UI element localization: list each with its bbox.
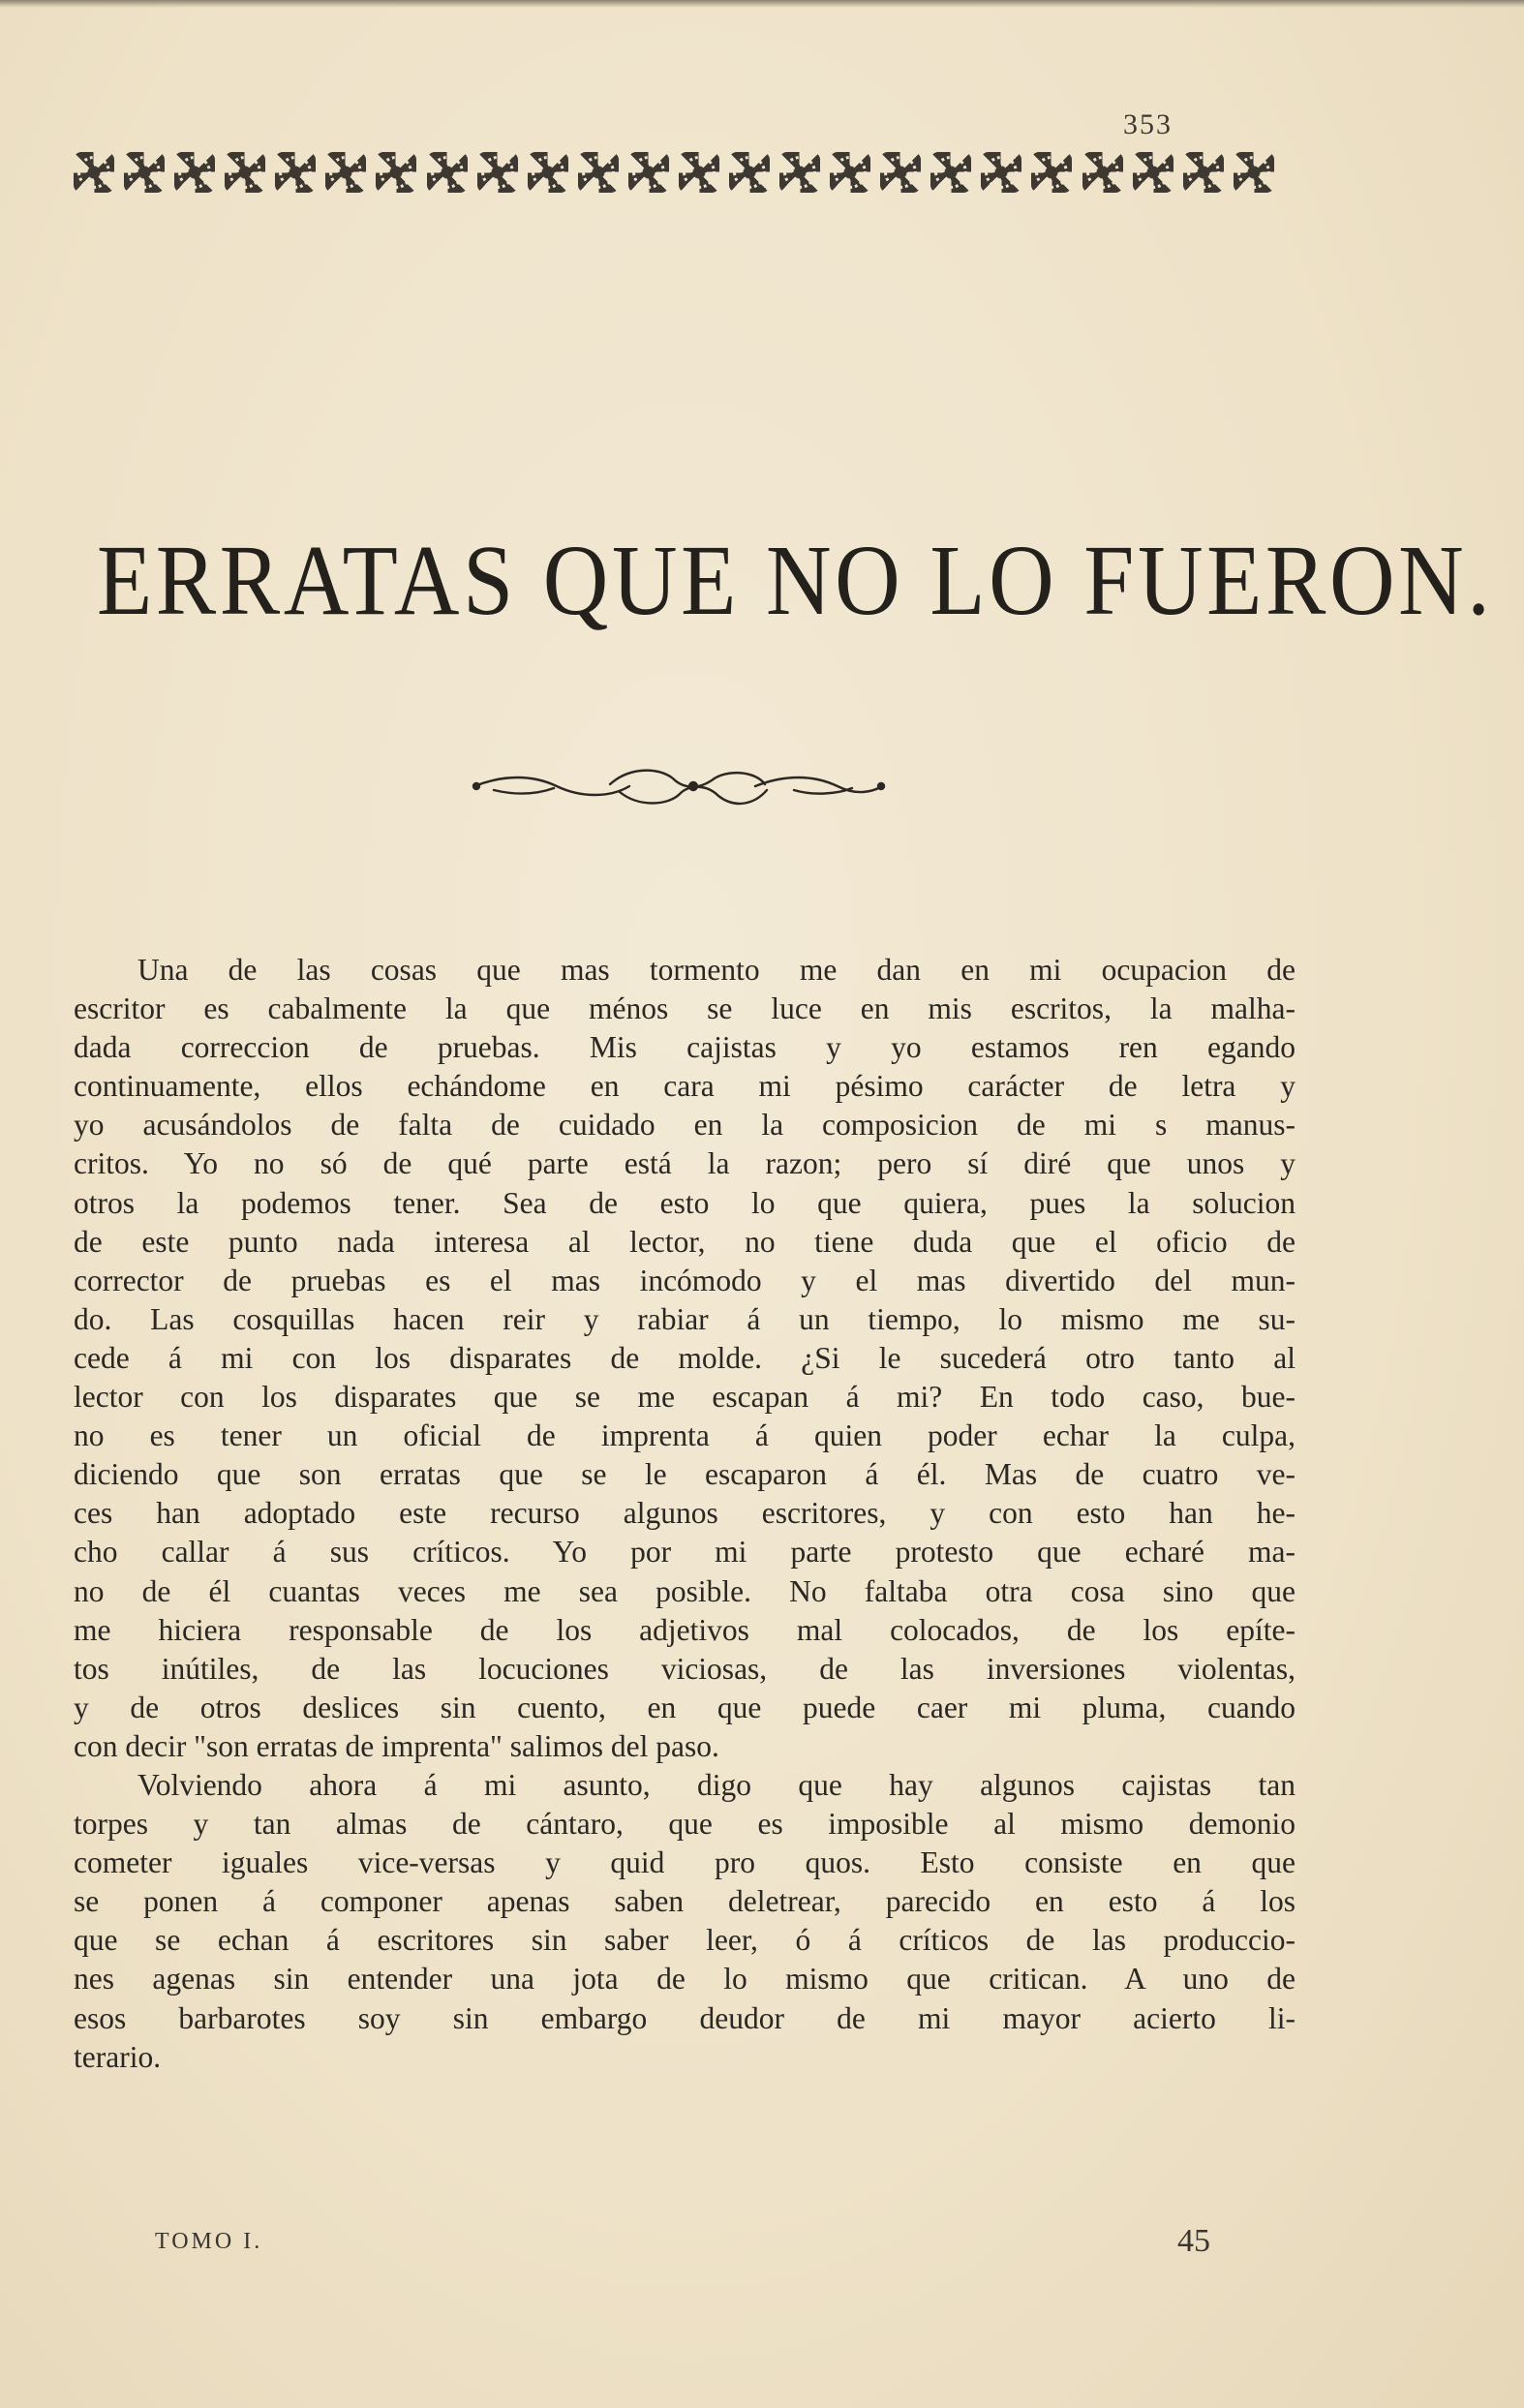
ornament-icon: [679, 152, 719, 193]
ornament-icon: [225, 152, 265, 193]
body-line: con decir "son erratas de imprenta" salimos del paso.: [74, 1728, 719, 1763]
body-line: se ponen á componer apenas saben deletrear, parecido en esto á los: [74, 1884, 1295, 1919]
body-line: Volviendo ahora á mi asunto, digo que hay algunos cajistas tan: [137, 1767, 1295, 1802]
ornament-icon: [779, 152, 820, 193]
body-line: critos. Yo no só de qué parte está la razon; pero sí diré que unos y: [74, 1146, 1295, 1181]
ornament-icon: [477, 152, 518, 193]
page-top-edge: [0, 0, 1524, 8]
ornament-icon: [1031, 152, 1072, 193]
body-line: terario.: [74, 2039, 162, 2074]
ornament-icon: [74, 152, 114, 193]
ornament-icon: [1082, 152, 1123, 193]
ornament-icon: [729, 152, 770, 193]
body-line: Una de las cosas que mas tormento me dan en mi ocupacion de: [137, 953, 1295, 987]
ornament-icon: [174, 152, 215, 193]
body-line: que se echan á escritores sin saber leer, ó á críticos de las produccio-: [74, 1923, 1295, 1958]
body-line: corrector de pruebas es el mas incómodo y el mas divertido del mun-: [74, 1263, 1295, 1297]
body-line: continuamente, ellos echándome en cara mi pésimo carácter de letra y: [74, 1069, 1295, 1104]
body-line: cho callar á sus críticos. Yo por mi parte protesto que echaré ma-: [74, 1535, 1295, 1570]
body-line: y de otros deslices sin cuento, en que puede caer mi pluma, cuando: [74, 1690, 1295, 1724]
ornament-icon: [930, 152, 971, 193]
ornament-icon: [830, 152, 870, 193]
article-title: ERRATAS QUE NO LO FUERON.: [97, 525, 1494, 636]
flourish-divider-icon: [465, 757, 891, 815]
ornament-icon: [628, 152, 669, 193]
ornament-icon: [528, 152, 568, 193]
body-line: diciendo que son erratas que se le escaparon á él. Mas de cuatro ve-: [74, 1457, 1295, 1492]
body-line: nes agenas sin entender una jota de lo mismo que critican. A uno de: [74, 1962, 1295, 1997]
ornament-icon: [124, 152, 165, 193]
ornament-icon: [981, 152, 1021, 193]
volume-label: TOMO I.: [155, 2229, 263, 2254]
body-line: no de él cuantas veces me sea posible. No faltaba otra cosa sino que: [74, 1573, 1295, 1608]
body-line: do. Las cosquillas hacen reir y rabiar á un tiempo, lo mismo me su-: [74, 1301, 1295, 1336]
body-line: no es tener un oficial de imprenta á quien poder echar la culpa,: [74, 1418, 1295, 1453]
body-line: me hiciera responsable de los adjetivos mal colocados, de los epíte-: [74, 1612, 1295, 1647]
ornament-icon: [376, 152, 416, 193]
body-line: de este punto nada interesa al lector, no tiene duda que el oficio de: [74, 1224, 1295, 1259]
page-footer: [155, 2223, 1220, 2262]
body-line: dada correccion de pruebas. Mis cajistas y yo estamos ren egando: [74, 1030, 1295, 1065]
ornament-icon: [880, 152, 921, 193]
ornament-icon: [578, 152, 619, 193]
body-line: lector con los disparates que se me escapan á mi? En todo caso, bue-: [74, 1380, 1295, 1415]
ornament-icon: [1234, 152, 1274, 193]
ornament-icon: [427, 152, 468, 193]
ornamental-header-band: [74, 145, 1274, 199]
body-line: yo acusándolos de falta de cuidado en la composicion de mi s manus-: [74, 1108, 1295, 1143]
body-line: esos barbarotes soy sin embargo deudor de mi mayor acierto li-: [74, 2000, 1295, 2035]
signature-mark: 45: [1177, 2223, 1210, 2259]
ornament-icon: [325, 152, 366, 193]
body-line: otros la podemos tener. Sea de esto lo que quiera, pues la solucion: [74, 1185, 1295, 1220]
body-line: cede á mi con los disparates de molde. ¿Si le sucederá otro tanto al: [74, 1340, 1295, 1375]
article-body: [74, 951, 1295, 2077]
body-line: tos inútiles, de las locuciones viciosas, de las inversiones violentas,: [74, 1651, 1295, 1686]
body-line: escritor es cabalmente la que ménos se luce en mis escritos, la malha-: [74, 991, 1295, 1026]
ornament-icon: [275, 152, 316, 193]
ornament-icon: [1133, 152, 1173, 193]
body-line: cometer iguales vice-versas y quid pro quos. Esto consiste en que: [74, 1845, 1295, 1880]
body-line: torpes y tan almas de cántaro, que es imposible al mismo demonio: [74, 1807, 1295, 1842]
page-number: 353: [1123, 108, 1173, 140]
body-line: ces han adoptado este recurso algunos escritores, y con esto han he-: [74, 1496, 1295, 1531]
ornament-icon: [1183, 152, 1224, 193]
